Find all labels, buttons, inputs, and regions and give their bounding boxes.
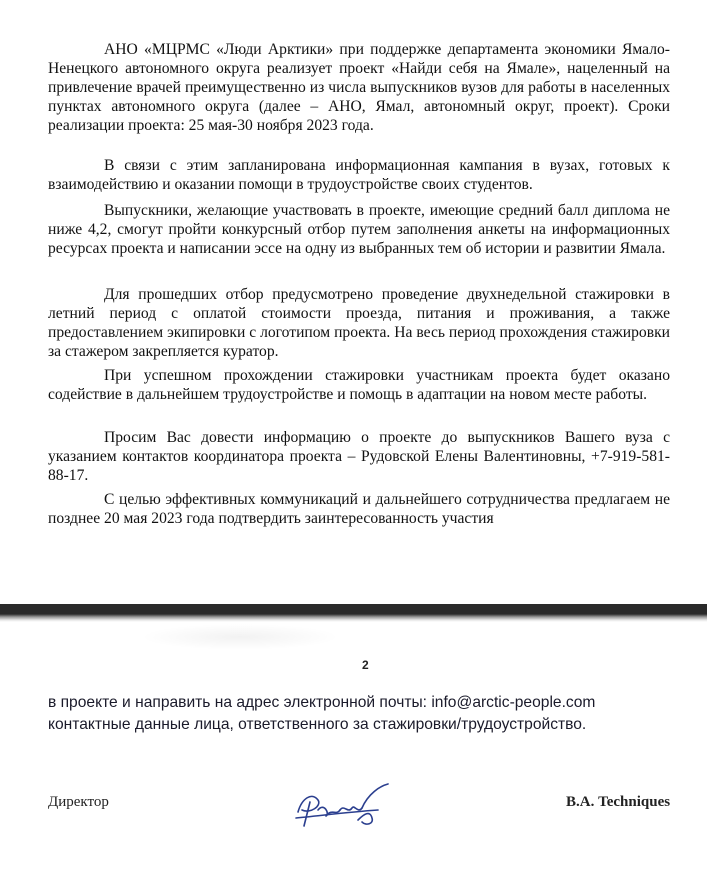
page2-line-1: в проекте и направить на адрес электронной почты: info@arctic-people.com [48, 694, 596, 711]
signer-position: Директор [48, 794, 109, 810]
paragraph-1: АНО «МЦРМС «Люди Арктики» при поддержке департамента экономики Ямало-Ненецкого автономного округа реализует проект «Найди себя на Ямале», нацеленный на привлечение врачей преимущественно из числа выпускников вузов для работы в населенных пунктах автономного округа (далее – АНО, Ямал, автономный округ, проект). Сроки реализации проекта: 25 мая-30 ноября 2023 года. [48, 41, 670, 134]
paragraph-3: Выпускники, желающие участвовать в проекте, имеющие средний балл диплома не ниже 4,2, смогут пройти конкурсный отбор путем заполнения анкеты на информационных ресурсах проекта и написании эссе на одну из выбранных тем об истории и развитии Ямала. [48, 202, 670, 257]
paragraph-7: С целью эффективных коммуникаций и дальнейшего сотрудничества предлагаем не позднее 20 мая 2023 года подтвердить заинтересованность участия [48, 491, 670, 527]
page2-line-2: контактные данные лица, ответственного за стажировки/трудоустройство. [48, 716, 587, 733]
handwritten-signature [288, 780, 398, 834]
paragraph-6: Просим Вас довести информацию о проекте до выпускников Вашего вуза с указанием контактов координатора проекта – Рудовской Елены Валентиновны, +7-919-581-88-17. [48, 429, 670, 484]
paragraph-4: Для прошедших отбор предусмотрено проведение двухнедельной стажировки в летний период с оплатой стоимости проезда, питания и проживания, а также предоставлением экипировки с логотипом проекта. На весь период прохождения стажировки за стажером закрепляется куратор. [48, 286, 670, 360]
page-break-divider [0, 604, 707, 622]
document-page-2 [0, 622, 707, 870]
page-number: 2 [362, 658, 369, 672]
signer-name: В.А. Techniques [566, 794, 671, 810]
paragraph-5: При успешном прохождении стажировки участникам проекта будет оказано содействие в дальнейшем трудоустройстве и помощь в адаптации на новом месте работы. [48, 367, 670, 403]
scan-smudge [140, 624, 340, 650]
paragraph-2: В связи с этим запланирована информационная кампания в вузах, готовых к взаимодействию и оказании помощи в трудоустройстве своих студентов. [48, 157, 670, 193]
